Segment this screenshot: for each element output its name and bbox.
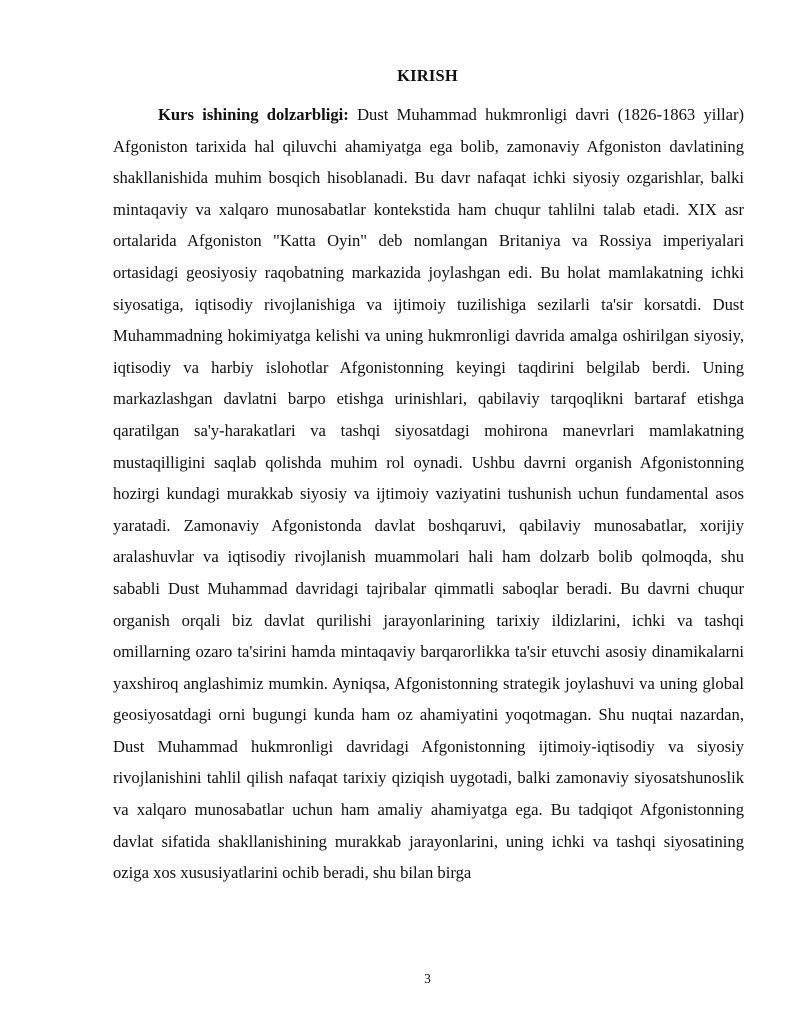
- paragraph-text: Dust Muhammad hukmronligi davri (1826-1863 yillar) Afgoniston tarixida hal qiluvchi ahamiyatga ega bolib, zamonaviy Afgoniston davlatining shakllanishida muhim bosqich hisoblanadi. Bu davr nafaqat ichki siyosiy ozgarishlar, balki mintaqaviy va xalqaro munosabatlar kontekstida ham chuqur tahlilni talab etadi. XIX asr ortalarida Afgoniston "Katta Oyin" deb nomlangan Britaniya va Rossiya imperiyalari ortasidagi geosiyosiy raqobatning markazida joylashgan edi. Bu holat mamlakatning ichki siyosatiga, iqtisodiy rivojlanishiga va ijtimoiy tuzilishiga sezilarli ta'sir korsatdi. Dust Muhammadning hokimiyatga kelishi va uning hukmronligi davrida amalga oshirilgan siyosiy, iqtisodiy va harbiy islohotlar Afgonistonning keyingi taqdirini belgilab berdi. Uning markazlashgan davlatni barpo etishga urinishlari, qabilaviy tarqoqlikni bartaraf etishga qaratilgan sa'y-harakatlari va tashqi siyosatdagi mohirona manevrlari mamlakatning mustaqilligini saqlab qolishda muhim rol oynadi. Ushbu davrni organish Afgonistonning hozirgi kundagi murakkab siyosiy va ijtimoiy vaziyatini tushunish uchun fundamental asos yaratadi. Zamonaviy Afgonistonda davlat boshqaruvi, qabilaviy munosabatlar, xorijiy aralashuvlar va iqtisodiy rivojlanish muammolari hali ham dolzarb bolib qolmoqda, shu sababli Dust Muhammad davridagi tajribalar qimmatli saboqlar beradi. Bu davrni chuqur organish orqali biz davlat qurilishi jarayonlarining tarixiy ildizlarini, ichki va tashqi omillarning ozaro ta'sirini hamda mintaqaviy barqarorlikka ta'sir etuvchi asosiy dinamikalarni yaxshiroq anglashimiz mumkin. Ayniqsa, Afgonistonning strategik joylashuvi va uning global geosiyosatdagi orni bugungi kunda ham oz ahamiyatini yoqotmagan. Shu nuqtai nazardan, Dust Muhammad hukmronligi davridagi Afgonistonning ijtimoiy-iqtisodiy va siyosiy rivojlanishini tahlil qilish nafaqat tarixiy qiziqish uygotadi, balki zamonaviy siyosatshunoslik va xalqaro munosabatlar uchun ham amaliy ahamiyatga ega. Bu tadqiqot Afgonistonning davlat sifatida shakllanishining murakkab jarayonlarini, uning ichki va tashqi siyosatining oziga xos xususiyatlarini ochib beradi, shu bilan birga: [113, 105, 744, 883]
- lead-label: Kurs ishining dolzarbligi:: [158, 105, 349, 124]
- section-heading: KIRISH: [397, 66, 458, 85]
- body-paragraph: [113, 99, 744, 889]
- page-number: 3: [424, 971, 431, 986]
